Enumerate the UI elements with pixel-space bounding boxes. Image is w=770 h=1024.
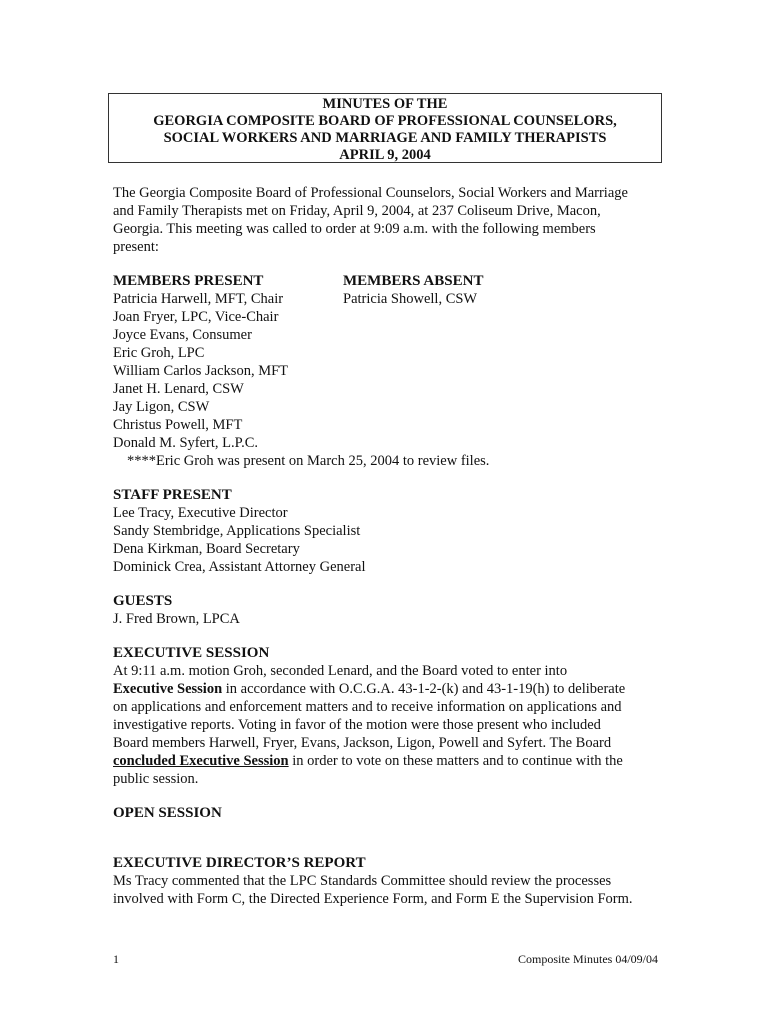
executive-session-text: in accordance with O.C.G.A. 43-1-2-(k) and 43-1-19(h) to deliberate [222, 681, 626, 697]
executive-session-line: public session. [113, 771, 199, 787]
title-line-3: SOCIAL WORKERS AND MARRIAGE AND FAMILY THERAPISTS [163, 130, 607, 146]
staff-present-section [113, 486, 653, 576]
executive-director-report-heading: EXECUTIVE DIRECTOR’S REPORT [113, 855, 366, 871]
intro-line: present: [113, 239, 159, 255]
report-line: involved with Form C, the Directed Experience Form, and Form E the Supervision Form. [113, 891, 633, 907]
member-item: Christus Powell, MFT [113, 417, 243, 433]
executive-session-heading: EXECUTIVE SESSION [113, 645, 270, 661]
minutes-body [113, 184, 653, 908]
footer-doc-label: Composite Minutes 04/09/04 [517, 952, 658, 966]
title-line-2: GEORGIA COMPOSITE BOARD OF PROFESSIONAL COUNSELORS, [153, 113, 617, 129]
executive-session-line: investigative reports. Voting in favor of the motion were those present who included [113, 717, 601, 733]
executive-session-line [113, 752, 653, 770]
open-session-heading: OPEN SESSION [113, 805, 222, 821]
absent-member-item: Patricia Showell, CSW [343, 291, 478, 307]
report-line: Ms Tracy commented that the LPC Standards Committee should review the processes [113, 873, 612, 889]
intro-line: and Family Therapists met on Friday, April 9, 2004, at 237 Coliseum Drive, Macon, [113, 203, 601, 219]
member-item: Janet H. Lenard, CSW [113, 381, 244, 397]
executive-session-line: At 9:11 a.m. motion Groh, seconded Lenard, and the Board voted to enter into [113, 663, 568, 679]
members-note: ****Eric Groh was present on March 25, 2004 to review files. [127, 453, 490, 469]
page-number: 1 [113, 952, 119, 966]
member-item: Joan Fryer, LPC, Vice-Chair [113, 309, 279, 325]
members-section [113, 272, 653, 470]
executive-session-text: in order to vote on these matters and to continue with the [288, 753, 623, 769]
executive-session-line [113, 680, 653, 698]
guests-section [113, 592, 653, 628]
concluded-session-term: concluded Executive Session [113, 753, 289, 769]
guests-heading: GUESTS [113, 593, 173, 609]
staff-item: Lee Tracy, Executive Director [113, 505, 288, 521]
member-item: William Carlos Jackson, MFT [113, 363, 289, 379]
open-session-section [113, 804, 653, 822]
staff-item: Sandy Stembridge, Applications Specialist [113, 523, 361, 539]
executive-session-line: Board members Harwell, Fryer, Evans, Jackson, Ligon, Powell and Syfert. The Board [113, 735, 612, 751]
staff-item: Dena Kirkman, Board Secretary [113, 541, 300, 557]
intro-line: Georgia. This meeting was called to order at 9:09 a.m. with the following members [113, 221, 596, 237]
members-absent-column [343, 272, 483, 308]
member-item: Eric Groh, LPC [113, 345, 205, 361]
member-item: Jay Ligon, CSW [113, 399, 210, 415]
staff-item: Dominick Crea, Assistant Attorney General [113, 559, 366, 575]
intro-paragraph [113, 184, 653, 256]
members-present-heading: MEMBERS PRESENT [113, 273, 264, 289]
executive-session-line: on applications and enforcement matters and to receive information on applications and [113, 699, 622, 715]
staff-present-heading: STAFF PRESENT [113, 487, 232, 503]
title-line-4: APRIL 9, 2004 [339, 147, 431, 163]
member-item: Joyce Evans, Consumer [113, 327, 252, 343]
member-item: Donald M. Syfert, L.P.C. [113, 435, 258, 451]
intro-line: The Georgia Composite Board of Professional Counselors, Social Workers and Marriage [113, 185, 628, 201]
member-item: Patricia Harwell, MFT, Chair [113, 291, 284, 307]
executive-session-term: Executive Session [113, 681, 223, 697]
members-absent-heading: MEMBERS ABSENT [343, 273, 484, 289]
title-box [108, 93, 662, 163]
title-line-1: MINUTES OF THE [322, 96, 448, 112]
executive-director-report-section [113, 854, 653, 908]
executive-session-section [113, 644, 653, 788]
guest-item: J. Fred Brown, LPCA [113, 611, 240, 627]
